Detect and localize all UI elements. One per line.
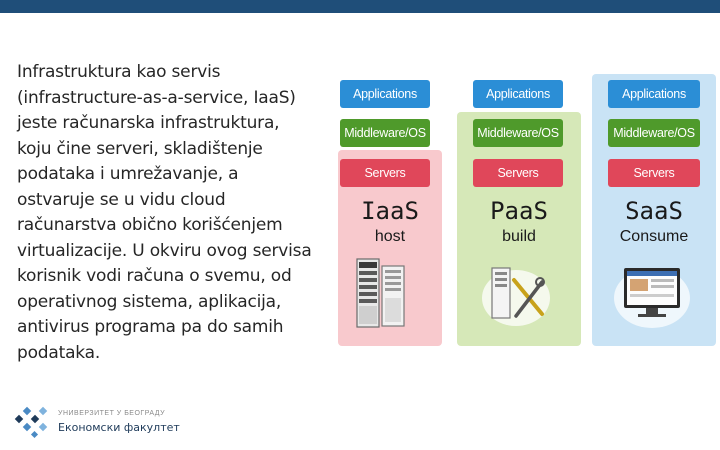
faculty-name: Економски факултет [58,421,180,434]
faculty-logo-icon [14,404,54,440]
saas-title: SaaS [625,197,683,225]
paas-servers-label: Servers [473,159,563,187]
computer-monitor-icon [612,258,692,330]
iaas-subtitle: host [374,228,406,245]
university-name: УНИВЕРЗИТЕТ У БЕОГРАДУ [58,410,166,417]
paas-title: PaaS [490,197,548,225]
iaas-middleware-label: Middleware/OS [340,119,430,147]
saas-servers-label: Servers [608,159,700,187]
saas-subtitle: Consume [619,228,689,245]
server-tools-icon [480,258,552,328]
body-paragraph: Infrastruktura kao servis (infrastructure-as-a-service, IaaS) jeste računarska infrastruktura, koju čine serveri, skladištenje podataka i umrežavanje, a ostvaruje se u vidu cloud računarstva obično korišćenjem virtualizacije. U okviru ovog servisa korisnik vodi računa o svemu, od operativnog sistema, aplikacija, antivirus programa pa do samih podataka. [17,62,312,363]
saas-middleware-label: Middleware/OS [608,119,700,147]
server-rack-icon [356,258,410,330]
paas-middleware-label: Middleware/OS [473,119,563,147]
iaas-servers-label: Servers [340,159,430,187]
top-bar [0,0,720,13]
paas-subtitle: build [502,228,536,245]
iaas-applications-label: Applications [340,80,430,108]
paas-applications-label: Applications [473,80,563,108]
saas-applications-label: Applications [608,80,700,108]
iaas-title: IaaS [361,197,419,225]
